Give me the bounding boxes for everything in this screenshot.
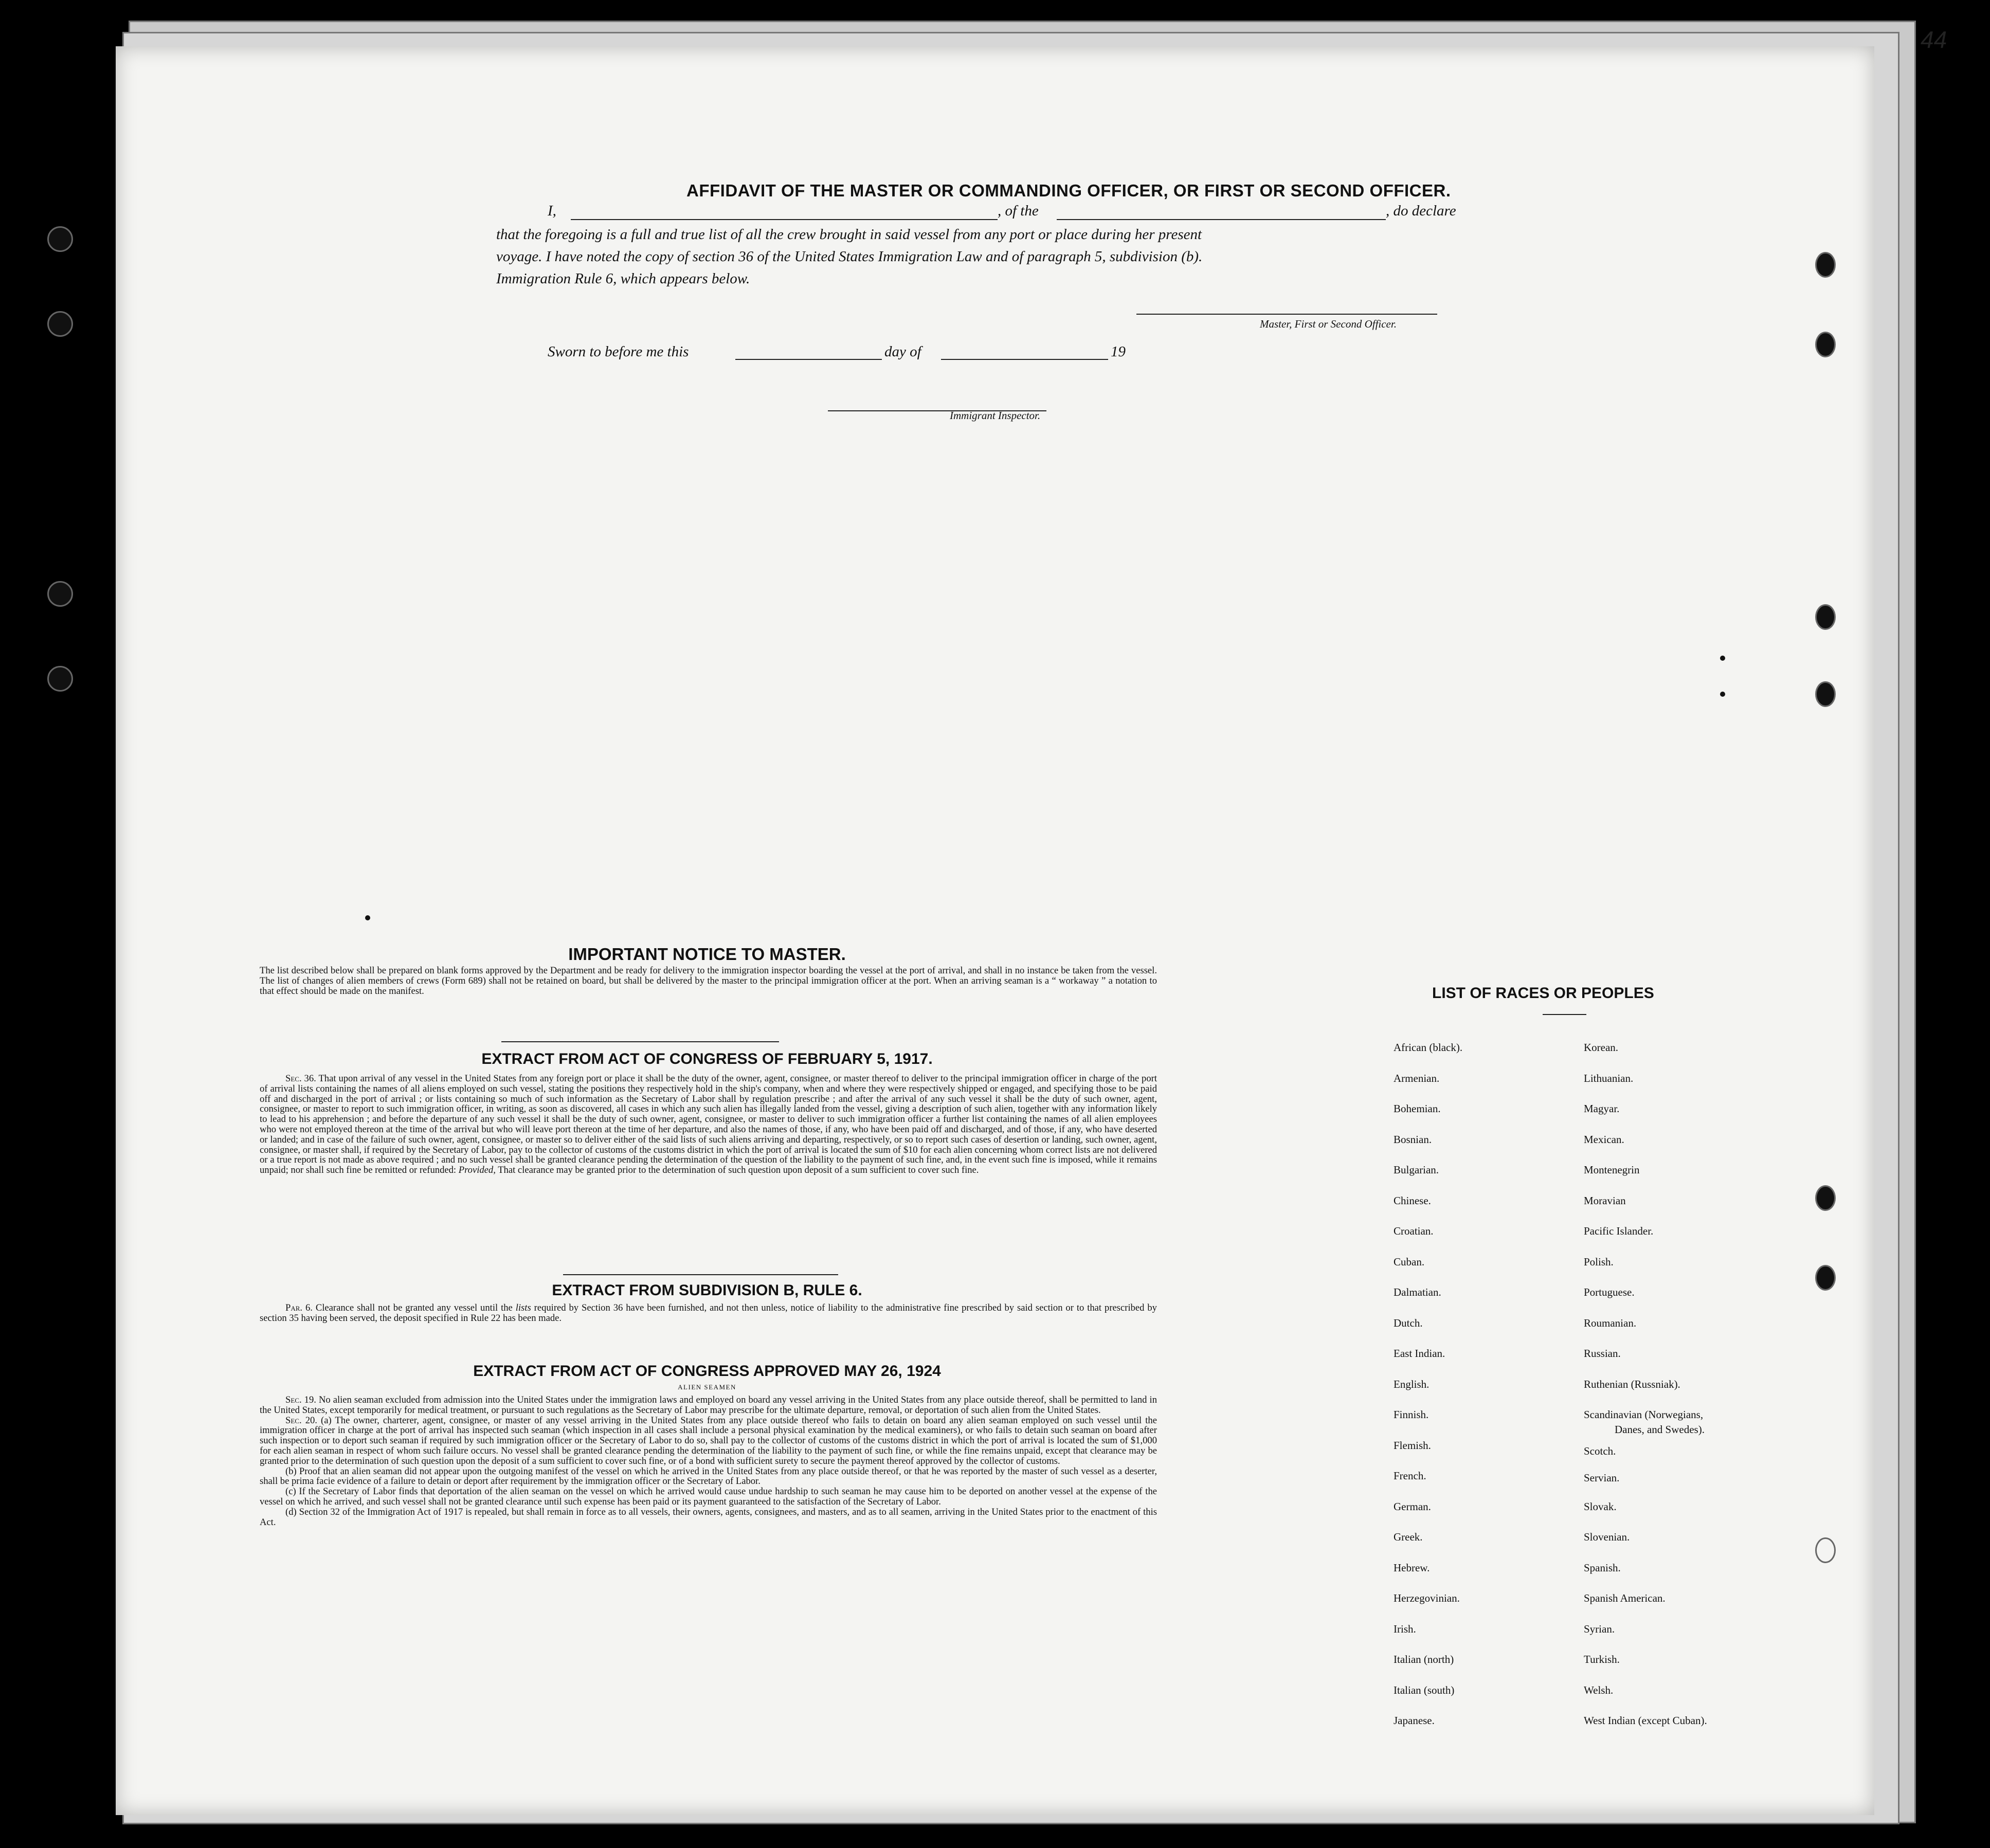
race-item: French. bbox=[1394, 1470, 1426, 1482]
race-item: Pacific Islander. bbox=[1584, 1225, 1654, 1237]
race-item: Croatian. bbox=[1394, 1225, 1434, 1237]
race-item: Irish. bbox=[1394, 1623, 1416, 1635]
race-item: Magyar. bbox=[1584, 1102, 1620, 1115]
affidavit-declare: , do declare bbox=[1386, 203, 1456, 219]
affidavit-body-3: Immigration Rule 6, which appears below. bbox=[496, 270, 750, 287]
race-item: Roumanian. bbox=[1584, 1317, 1637, 1329]
extract-1924-title: EXTRACT FROM ACT OF CONGRESS APPROVED MAY 26, 1924 bbox=[473, 1363, 941, 1380]
handwritten-page-mark: 44 bbox=[1921, 26, 1947, 53]
binder-hole bbox=[47, 666, 73, 692]
race-item: Russian. bbox=[1584, 1347, 1621, 1360]
race-item: Portuguese. bbox=[1584, 1286, 1635, 1298]
race-item: Armenian. bbox=[1394, 1072, 1440, 1084]
races-divider bbox=[1543, 1014, 1586, 1015]
punch-hole bbox=[1815, 1185, 1836, 1211]
name-blank[interactable] bbox=[571, 219, 998, 220]
rule6-text-a: Clearance shall not be granted any vessel until the bbox=[315, 1302, 513, 1313]
race-item: Japanese. bbox=[1394, 1714, 1435, 1727]
race-item: Servian. bbox=[1584, 1472, 1620, 1484]
alien-seamen-subtitle: ALIEN SEAMEN bbox=[678, 1383, 736, 1391]
notice-title: IMPORTANT NOTICE TO MASTER. bbox=[568, 945, 846, 964]
sec-36-body: That upon arrival of any vessel in the United States from any foreign port or place it shall be the duty of the owner, agent, consignee, or master thereof to deliver to the principal immigration officer in charge of the port of arrival lists containing the names of all aliens employed on such vessel, stating the positions they respectively hold in the ship's company, when and where they were respectively shipped or engaged, and specifying those to be paid off and discharged in the port of arrival ; or lists containing so much of such information as the Secretary of Labor shall by regulation prescribe ; and after the arrival of any such vessel it shall be the duty of such owner, agent, consignee, or master to report to such immigration officer, in writing, as soon as discovered, all cases in which any such alien has illegally landed from the vessel, giving a description of such alien, together with any information likely to lead to his apprehension ; and before the departure of any such vessel it shall be the duty of such owner, agent, consignee, or master to deliver to such immigration officer a further list containing the names of all alien employees who were not employed thereon at the time of the arrival but who will leave port thereon at the time of her departure, and also the names of those, if any, who have been paid off and discharged, and of those, if any, who have deserted or landed; and in case of the failure of such owner, agent, consignee, or master so to deliver either of the said lists of such aliens arriving and departing, respectively, or so to report such cases of desertion or landing, such owner, agent, consignee, or master shall, if required by the Secretary of Labor, pay to the collector of customs of the customs district in which the port of arrival is located the sum of $10 for each alien concerning whom correct lists are not delivered or a true report is not made as above required ; and no such vessel shall be granted clearance pending the determination of the question of the liability to the payment of such fine, and, in the event such fine is imposed, while it remains unpaid; nor shall such fine be remitted or refunded: bbox=[260, 1073, 1157, 1176]
race-item: Cuban. bbox=[1394, 1256, 1425, 1268]
race-item: Flemish. bbox=[1394, 1439, 1431, 1452]
race-item: Slovak. bbox=[1584, 1500, 1617, 1513]
race-item: Italian (north) bbox=[1394, 1653, 1454, 1665]
race-item: Spanish. bbox=[1584, 1562, 1621, 1574]
race-item: German. bbox=[1394, 1500, 1431, 1513]
punch-hole bbox=[1815, 1265, 1836, 1291]
race-item: Bosnian. bbox=[1394, 1133, 1432, 1146]
race-item: Bohemian. bbox=[1394, 1102, 1441, 1115]
sec-36-end: That clearance may be granted prior to the determination of such question upon deposit of a sum sufficient to cover such fine. bbox=[498, 1165, 979, 1176]
par-6-label: Par. 6. bbox=[285, 1302, 313, 1313]
race-item: Syrian. bbox=[1584, 1623, 1615, 1635]
sec-20c-text: (c) If the Secretary of Labor finds that deportation of the alien seaman on the vessel on which he arrived would cause undue hardship to such seaman he may cause him to be deported on another vessel at the expense of the vessel on which he arrived, and such vessel shall not be granted clearance until such expense has been paid or its payment guaranteed to the satisfaction of the Secretary of Labor. bbox=[260, 1486, 1157, 1507]
race-item: Danes, and Swedes). bbox=[1615, 1423, 1705, 1436]
race-item: African (black). bbox=[1394, 1041, 1463, 1054]
race-item: Turkish. bbox=[1584, 1653, 1620, 1665]
punch-hole bbox=[1815, 252, 1836, 278]
race-item: Italian (south) bbox=[1394, 1684, 1455, 1696]
section-divider bbox=[563, 1274, 838, 1275]
ink-dot bbox=[1720, 692, 1725, 697]
race-item: Mexican. bbox=[1584, 1133, 1624, 1146]
affidavit-of-the: , of the bbox=[998, 203, 1039, 219]
extract-rule6-title: EXTRACT FROM SUBDIVISION B, RULE 6. bbox=[552, 1282, 862, 1299]
inspector-label: Immigrant Inspector. bbox=[950, 409, 1041, 422]
race-item: Welsh. bbox=[1584, 1684, 1614, 1696]
rule6-text-b: required by Section 36 have been furnished, and not then unless, notice of liability to the administrative fine prescribed by said section or to that prescribed by section 35 having been served, the deposit specified in Rule 22 has been made. bbox=[260, 1302, 1157, 1324]
race-item: Korean. bbox=[1584, 1041, 1619, 1054]
race-item: Hebrew. bbox=[1394, 1562, 1430, 1574]
sec-20a-text: (a) The owner, charterer, agent, consignee, or master of any vessel arriving in the United States from any place outside thereof who fails to detain on board any alien seaman employed on such vessel until the immigration officer in charge at the port of arrival has inspected such seaman (which inspection in all cases shall include a personal physical examination by the medical examiners), or who fails to detain such seaman on board after such inspection or to deport such seaman if required by such immigration officer or the Secretary of Labor to do so, shall pay to the collector of customs of the customs district in which the port of arrival is located the sum of $1,000 for each alien seaman in respect of whom such failure occurs. No vessel shall be granted clearance pending the determination of the liability to the payment of such fine, or while the fine remains unpaid, except that clearance may be granted prior to the determination of such question upon the deposit of a sum sufficient to cover such fine, or of a bond with sufficient surety to secure the payment thereof approved by the collector of customs. bbox=[260, 1415, 1157, 1466]
race-item: Slovenian. bbox=[1584, 1531, 1630, 1543]
sworn-month-blank[interactable] bbox=[941, 359, 1108, 360]
race-item: Lithuanian. bbox=[1584, 1072, 1634, 1084]
sec-19-label: Sec. 19. bbox=[285, 1394, 316, 1405]
binder-hole bbox=[47, 311, 73, 337]
race-item: Herzegovinian. bbox=[1394, 1592, 1460, 1604]
race-item: Finnish. bbox=[1394, 1408, 1429, 1421]
extract-rule6-text bbox=[260, 1303, 1157, 1324]
lists-word: lists bbox=[515, 1302, 531, 1313]
race-item: West Indian (except Cuban). bbox=[1584, 1714, 1707, 1727]
races-title: LIST OF RACES OR PEOPLES bbox=[1432, 985, 1654, 1002]
document-page bbox=[116, 46, 1874, 1815]
notice-text: The list described below shall be prepared on blank forms approved by the Department and be ready for delivery to the immigration inspector boarding the vessel at the port of arrival, and shall in no instance be taken from the vessel. The list of changes of alien members of crews (Form 689) shall not be retained on board, but shall be delivered by the master to the principal immigration officer at the port. When an arriving seaman is a “ workaway ” a notation to that effect should be made on the manifest. bbox=[260, 965, 1157, 997]
punch-hole bbox=[1815, 604, 1836, 630]
affidavit-title: AFFIDAVIT OF THE MASTER OR COMMANDING OFFICER, OR FIRST OR SECOND OFFICER. bbox=[686, 181, 1451, 200]
race-item: Moravian bbox=[1584, 1194, 1626, 1207]
vessel-blank[interactable] bbox=[1057, 219, 1386, 220]
race-item: Polish. bbox=[1584, 1256, 1614, 1268]
race-item: East Indian. bbox=[1394, 1347, 1445, 1360]
punch-hole bbox=[1815, 332, 1836, 357]
sec-20-label: Sec. 20. bbox=[285, 1415, 317, 1426]
extract-1917-text bbox=[260, 1074, 1157, 1175]
sec-20b-text: (b) Proof that an alien seaman did not appear upon the outgoing manifest of the vessel on which he arrived in the United States from any place outside thereof, or that he was reported by the master of such vessel as a deserter, shall be prima facie evidence of a failure to detain or deport after requirement by the immigration officer or the Secretary of Labor. bbox=[260, 1465, 1157, 1487]
day-of-label: day of bbox=[884, 343, 921, 360]
ink-dot bbox=[365, 915, 370, 920]
master-signature-line[interactable] bbox=[1136, 314, 1437, 315]
sec-20d-text: (d) Section 32 of the Immigration Act of 1917 is repealed, but shall remain in force as to all vessels, their owners, agents, consignees, and masters, and as to all seamen, arriving in the United States prior to the enactment of this Act. bbox=[260, 1506, 1157, 1528]
year-prefix: 19 bbox=[1111, 343, 1126, 360]
race-item: Bulgarian. bbox=[1394, 1164, 1439, 1176]
race-item: Scandinavian (Norwegians, bbox=[1584, 1408, 1704, 1421]
sworn-day-blank[interactable] bbox=[735, 359, 882, 360]
punch-hole bbox=[1815, 681, 1836, 707]
binder-hole bbox=[47, 581, 73, 607]
ink-dot bbox=[1720, 656, 1725, 661]
affidavit-i: I, bbox=[548, 203, 556, 219]
race-item: Chinese. bbox=[1394, 1194, 1431, 1207]
sec-36-label: Sec. 36. bbox=[285, 1073, 316, 1084]
race-item: Ruthenian (Russniak). bbox=[1584, 1378, 1680, 1390]
provided-word: Provided, bbox=[458, 1165, 496, 1176]
punch-hole bbox=[1815, 1537, 1836, 1563]
affidavit-body-1: that the foregoing is a full and true list of all the crew brought in said vessel from any port or place during her present bbox=[496, 226, 1202, 243]
sworn-label: Sworn to before me this bbox=[548, 343, 689, 360]
race-item: Spanish American. bbox=[1584, 1592, 1666, 1604]
section-divider bbox=[501, 1041, 779, 1042]
race-item: Dutch. bbox=[1394, 1317, 1423, 1329]
race-item: English. bbox=[1394, 1378, 1430, 1390]
extract-1917-title: EXTRACT FROM ACT OF CONGRESS OF FEBRUARY 5, 1917. bbox=[481, 1050, 933, 1067]
race-item: Scotch. bbox=[1584, 1445, 1616, 1457]
sec-19-text: No alien seaman excluded from admission into the United States under the immigration laws and employed on board any vessel arriving in the United States from any place outside thereof, shall be permitted to land in the United States, except temporarily for medical treatment, or pursuant to such regulations as the Secretary of Labor may prescribe for the ultimate departure, removal, or deportation of such alien from the United States. bbox=[260, 1394, 1157, 1416]
affidavit-body-2: voyage. I have noted the copy of section 36 of the United States Immigration Law and of paragraph 5, subdivision (b). bbox=[496, 248, 1203, 265]
race-item: Montenegrin bbox=[1584, 1164, 1640, 1176]
master-label: Master, First or Second Officer. bbox=[1260, 318, 1397, 330]
binder-hole bbox=[47, 226, 73, 252]
extract-1924-text bbox=[260, 1395, 1157, 1527]
race-item: Dalmatian. bbox=[1394, 1286, 1441, 1298]
race-item: Greek. bbox=[1394, 1531, 1423, 1543]
